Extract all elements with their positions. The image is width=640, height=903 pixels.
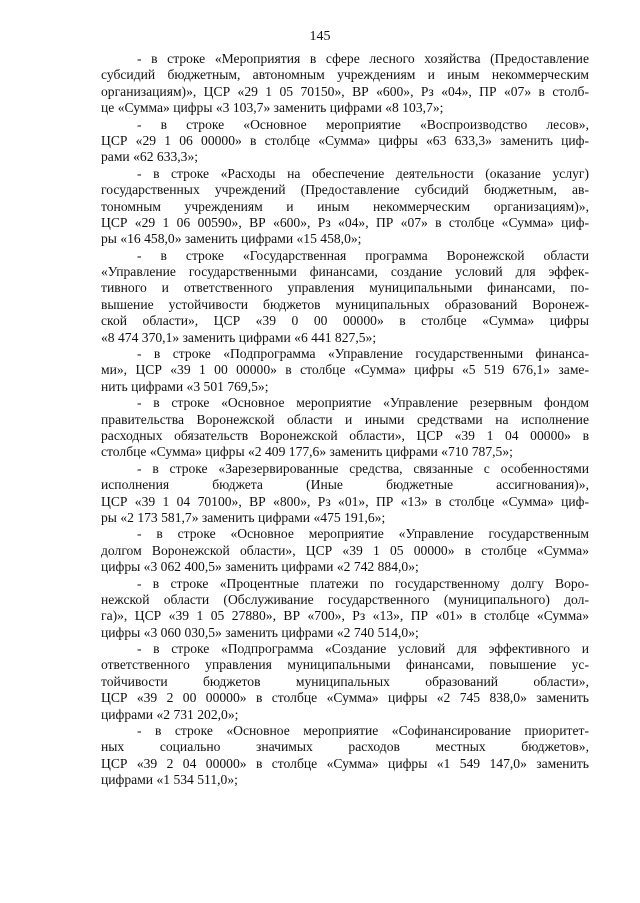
text-line: - в строке «Подпрограмма «Управление государственными финанса- — [137, 346, 589, 362]
amendment-paragraph — [101, 461, 589, 527]
text-line: ми», ЦСР «39 1 00 00000» в столбце «Сумма» цифры «5 519 676,1» заме- — [101, 362, 589, 378]
text-line: ЦСР «29 1 06 00590», ВР «600», Рз «04», ПР «07» в столбце «Сумма» циф- — [101, 214, 589, 230]
amendment-paragraph — [101, 51, 589, 117]
text-line: - в строке «Процентные платежи по государственному долгу Воро- — [137, 575, 589, 591]
text-line: столбце «Сумма» цифры «2 409 177,6» заменить цифрами «710 787,5»; — [101, 444, 513, 460]
text-line: субсидий бюджетным, автономным учреждениям и иным некоммерческим — [101, 67, 589, 83]
amendment-paragraph — [101, 166, 589, 248]
amendment-paragraph — [101, 346, 589, 395]
text-line: ЦСР «29 1 06 00000» в столбце «Сумма» цифры «63 633,3» заменить циф- — [101, 132, 589, 148]
text-line: исполнения бюджета (Иные бюджетные ассигнования)», — [101, 477, 589, 493]
page-number: 145 — [309, 29, 331, 44]
text-line: рами «62 633,3»; — [101, 149, 199, 165]
text-line: долгом Воронежской области», ЦСР «39 1 05 00000» в столбце «Сумма» — [101, 542, 589, 558]
text-line: це «Сумма» цифры «3 103,7» заменить цифрами «8 103,7»; — [101, 100, 444, 116]
text-line: ных социально значимых расходов местных бюджетов», — [101, 739, 589, 755]
text-line: государственных учреждений (Предоставление субсидий бюджетным, ав- — [101, 182, 589, 198]
amendment-paragraph — [101, 117, 589, 166]
text-line: ры «16 458,0» заменить цифрами «15 458,0»; — [101, 231, 362, 247]
text-line: - в строке «Основное мероприятие «Управление государственным — [137, 526, 589, 542]
amendment-paragraph — [101, 526, 589, 575]
amendment-paragraph — [101, 395, 589, 461]
text-line: ЦСР «39 1 04 70100», ВР «800», Рз «01», ПР «13» в столбце «Сумма» циф- — [101, 493, 589, 509]
text-line: тивного и ответственного управления муниципальными финансами, по- — [101, 280, 589, 296]
text-line: - в строке «Подпрограмма «Создание условий для эффективного и — [137, 641, 589, 657]
text-line: - в строке «Основное мероприятие «Софинансирование приоритет- — [137, 723, 589, 739]
text-line: ЦСР «39 2 00 00000» в столбце «Сумма» цифры «2 745 838,0» заменить — [101, 690, 589, 706]
text-line: правительства Воронежской области и иными средствами на исполнение — [101, 411, 589, 427]
text-line: нежской области (Обслуживание государственного (муниципального) дол- — [101, 591, 589, 607]
text-line: - в строке «Основное мероприятие «Управление резервным фондом — [137, 395, 589, 411]
text-line: «Управление государственными финансами, создание условий для эффек- — [101, 264, 589, 280]
text-line: - в строке «Государственная программа Воронежской области — [137, 247, 589, 263]
text-line: ответственного управления муниципальными финансами, повышение ус- — [101, 657, 589, 673]
text-line: цифрами «2 731 202,0»; — [101, 706, 239, 722]
text-line: - в строке «Расходы на обеспечение деятельности (оказание услуг) — [137, 165, 589, 181]
text-line: тономным учреждениям и иным некоммерческим организациям)», — [101, 198, 589, 214]
text-line: цифрами «1 534 511,0»; — [101, 772, 238, 788]
text-line: га)», ЦСР «39 1 05 27880», ВР «700», Рз «13», ПР «01» в столбце «Сумма» — [101, 608, 589, 624]
text-line: цифры «3 060 030,5» заменить цифрами «2 740 514,0»; — [101, 624, 419, 640]
text-line: ры «2 173 581,7» заменить цифрами «475 191,6»; — [101, 509, 386, 525]
document-body — [101, 51, 589, 789]
text-line: организациям)», ЦСР «29 1 05 70150», ВР «600», Рз «04», ПР «07» в столб- — [101, 83, 589, 99]
text-line: нить цифрами «3 501 769,5»; — [101, 378, 269, 394]
text-line: цифры «3 062 400,5» заменить цифрами «2 742 884,0»; — [101, 559, 419, 575]
text-line: ЦСР «39 2 04 00000» в столбце «Сумма» цифры «1 549 147,0» заменить — [101, 755, 589, 771]
text-line: - в строке «Зарезервированные средства, связанные с особенностями — [137, 460, 589, 476]
text-line: ской области», ЦСР «39 0 00 00000» в столбце «Сумма» цифры — [101, 313, 589, 329]
amendment-paragraph — [101, 641, 589, 723]
text-line: расходных обязательств Воронежской области», ЦСР «39 1 04 00000» в — [101, 427, 589, 443]
amendment-paragraph — [101, 576, 589, 642]
text-line: тойчивости бюджетов муниципальных образований области», — [101, 673, 589, 689]
amendment-paragraph — [101, 723, 589, 789]
text-line: «8 474 370,1» заменить цифрами «6 441 827,5»; — [101, 329, 377, 345]
text-line: - в строке «Мероприятия в сфере лесного хозяйства (Предоставление — [137, 51, 589, 66]
text-line: вышение устойчивости бюджетов муниципальных образований Воронеж- — [101, 296, 589, 312]
text-line: - в строке «Основное мероприятие «Воспроизводство лесов», — [137, 116, 589, 132]
amendment-paragraph — [101, 248, 589, 346]
